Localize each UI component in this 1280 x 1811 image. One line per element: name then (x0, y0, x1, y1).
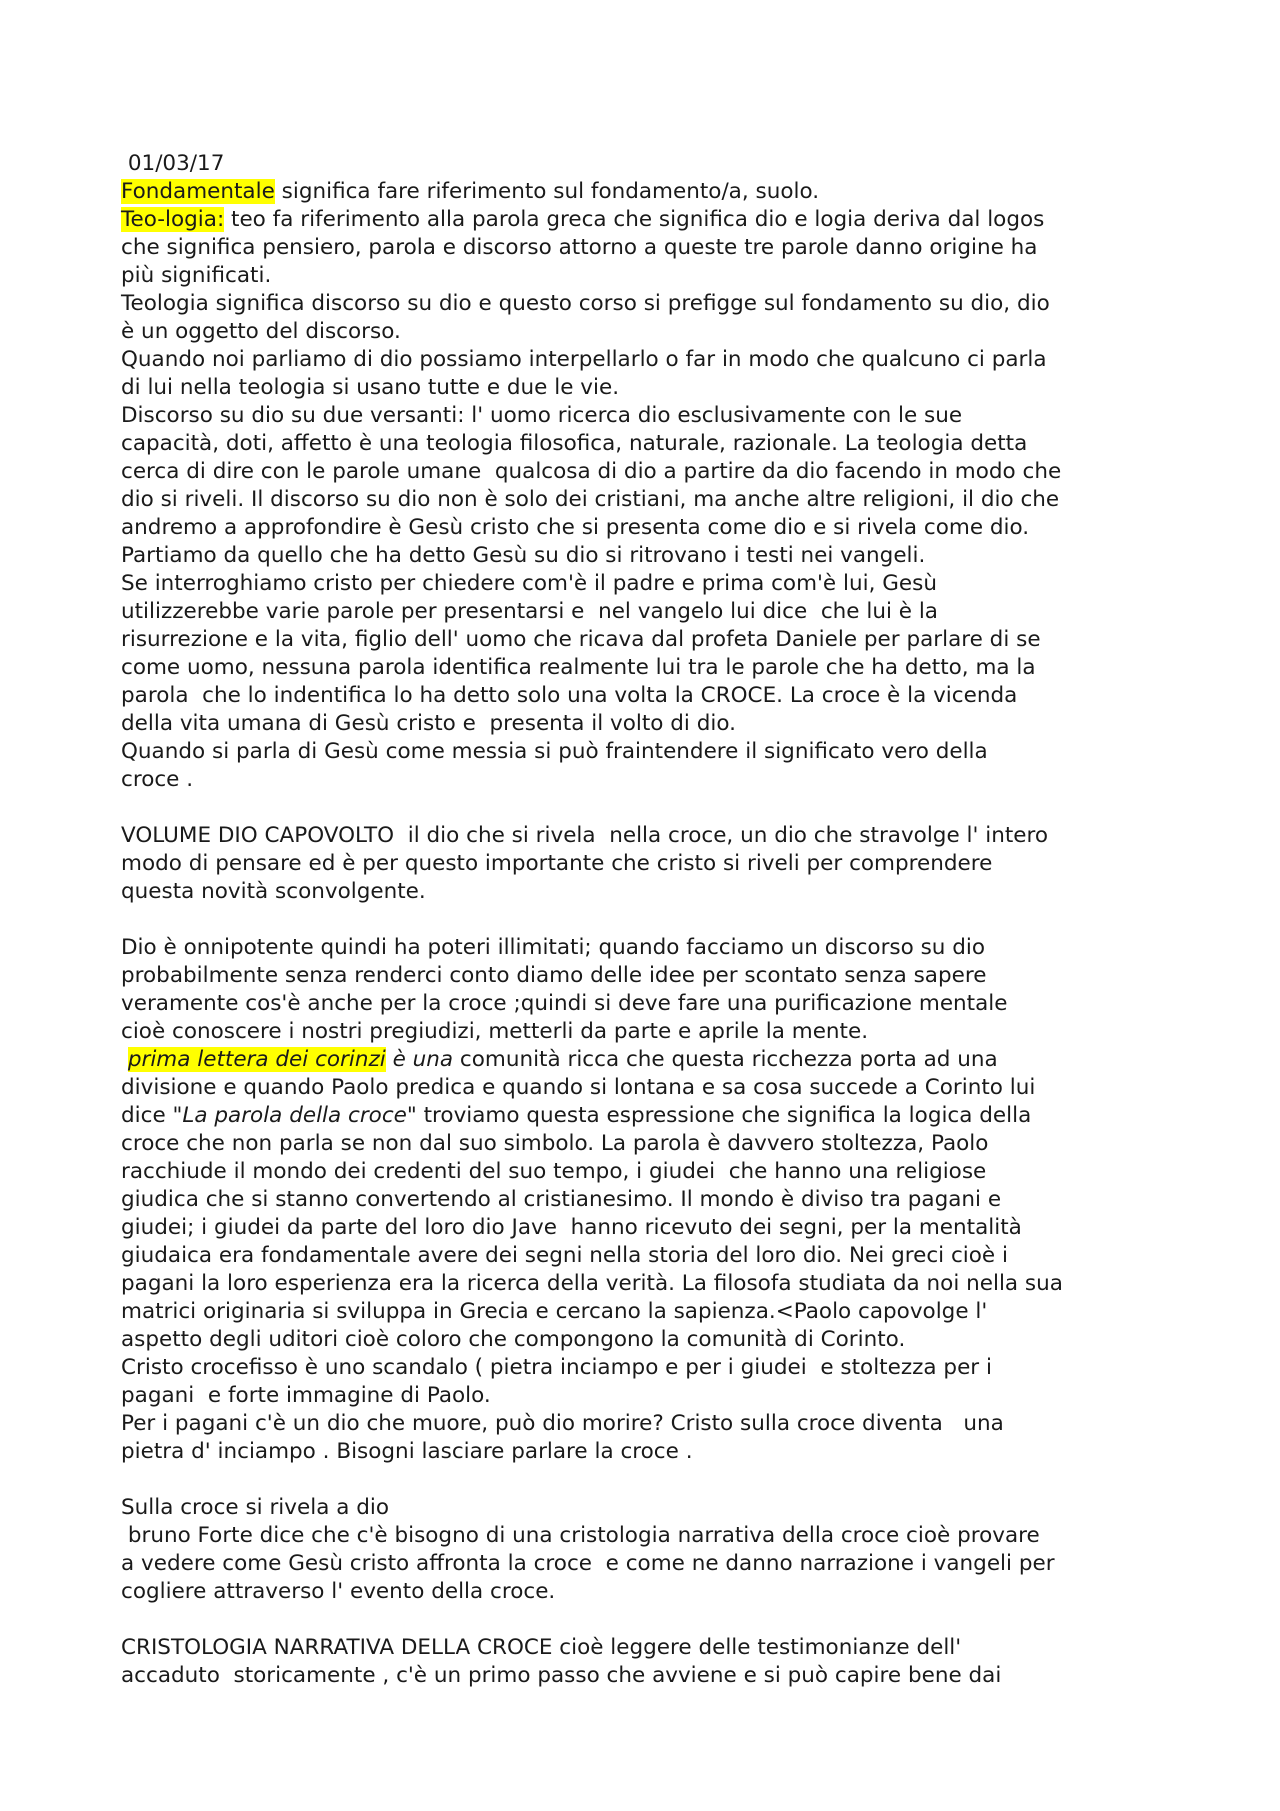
paragraph-line: di lui nella teologia si usano tutte e due le vie. (121, 375, 620, 400)
paragraph-line: croce . (121, 767, 194, 792)
text-run: teo fa riferimento alla parola greca che significa dio e logia deriva dal logos (224, 207, 1045, 232)
paragraph-line: matrici originaria si sviluppa in Grecia e cercano la sapienza.<Paolo capovolge l' (121, 1299, 988, 1324)
paragraph-line: probabilmente senza renderci conto diamo delle idee per scontato senza sapere (121, 963, 987, 988)
paragraph-line (121, 178, 1221, 206)
paragraph-line (121, 1102, 1221, 1130)
paragraph-line: giudei; i giudei da parte del loro dio Jave hanno ricevuto dei segni, per la mentalità (121, 1215, 1022, 1240)
paragraph-line: a vedere come Gesù cristo affronta la croce e come ne danno narrazione i vangeli per (121, 1551, 1055, 1576)
paragraph-line: parola che lo indentifica lo ha detto solo una volta la CROCE. La croce è la vicenda (121, 683, 1018, 708)
paragraph-line: pagani la loro esperienza era la ricerca della verità. La filosofa studiata da noi nella sua (121, 1271, 1063, 1296)
paragraph-line: capacità, doti, affetto è una teologia filosofica, naturale, razionale. La teologia detta (121, 431, 1028, 456)
paragraph-line: che significa pensiero, parola e discorso attorno a queste tre parole danno origine ha (121, 235, 1038, 260)
paragraph-line: è un oggetto del discorso. (121, 319, 401, 344)
paragraph-line: della vita umana di Gesù cristo e presenta il volto di dio. (121, 711, 736, 736)
paragraph-line: aspetto degli uditori cioè coloro che compongono la comunità di Corinto. (121, 1327, 906, 1352)
paragraph-line: come uomo, nessuna parola identifica realmente lui tra le parole che ha detto, ma la (121, 655, 1036, 680)
paragraph-line: divisione e quando Paolo predica e quando si lontana e sa cosa succede a Corinto lui (121, 1075, 1036, 1100)
paragraph-line: Quando si parla di Gesù come messia si può fraintendere il significato vero della (121, 739, 988, 764)
paragraph-line: risurrezione e la vita, figlio dell' uomo che ricava dal profeta Daniele per parlare di se (121, 627, 1041, 652)
paragraph-line: questa novità sconvolgente. (121, 879, 426, 904)
paragraph-line: Dio è onnipotente quindi ha poteri illimitati; quando facciamo un discorso su dio (121, 935, 986, 960)
paragraph-line: croce che non parla se non dal suo simbolo. La parola è davvero stoltezza, Paolo (121, 1131, 989, 1156)
paragraph-line: racchiude il mondo dei credenti del suo tempo, i giudei che hanno una religiose (121, 1159, 987, 1184)
paragraph-line: Teologia significa discorso su dio e questo corso si prefigge sul fondamento su dio, dio (121, 291, 1050, 316)
paragraph-line: Sulla croce si rivela a dio (121, 1495, 389, 1520)
paragraph-line: cogliere attraverso l' evento della croce. (121, 1579, 556, 1604)
highlighted-term: Teo-logia: (121, 207, 225, 232)
paragraph-line: giudica che si stanno convertendo al cristianesimo. Il mondo è diviso tra pagani e (121, 1187, 1002, 1212)
document-page (121, 150, 1221, 1690)
paragraph-line: CRISTOLOGIA NARRATIVA DELLA CROCE cioè leggere delle testimonianze dell' (121, 1635, 962, 1660)
blank-line (121, 1466, 1221, 1494)
text-run (121, 1047, 128, 1072)
paragraph-line: bruno Forte dice che c'è bisogno di una cristologia narrativa della croce cioè provare (121, 1523, 1040, 1548)
date-line: 01/03/17 (121, 151, 225, 176)
paragraph-line: più significati. (121, 263, 272, 288)
paragraph-line: pietra d' inciampo . Bisogni lasciare parlare la croce . (121, 1439, 693, 1464)
paragraph-line: Quando noi parliamo di dio possiamo interpellarlo o far in modo che qualcuno ci parla (121, 347, 1047, 372)
paragraph-line: Cristo crocefisso è uno scandalo ( pietra inciampo e per i giudei e stoltezza per i (121, 1355, 992, 1380)
paragraph-line: Discorso su dio su due versanti: l' uomo ricerca dio esclusivamente con le sue (121, 403, 963, 428)
text-run: comunità ricca che questa ricchezza porta ad una (453, 1047, 998, 1072)
paragraph-line: Partiamo da quello che ha detto Gesù su dio si ritrovano i testi nei vangeli. (121, 543, 926, 568)
text-run: significa fare riferimento sul fondamento/a, suolo. (274, 179, 820, 204)
blank-line (121, 794, 1221, 822)
italic-run: La parola della croce (182, 1103, 407, 1128)
paragraph-line: Se interroghiamo cristo per chiedere com'è il padre e prima com'è lui, Gesù (121, 571, 937, 596)
paragraph-line: cerca di dire con le parole umane qualcosa di dio a partire da dio facendo in modo che (121, 459, 1062, 484)
paragraph-line: andremo a approfondire è Gesù cristo che si presenta come dio e si rivela come dio. (121, 515, 1030, 540)
paragraph-line: dio si riveli. Il discorso su dio non è solo dei cristiani, ma anche altre religioni, il dio che (121, 487, 1060, 512)
paragraph-line: utilizzerebbe varie parole per presentarsi e nel vangelo lui dice che lui è la (121, 599, 938, 624)
paragraph-line: cioè conoscere i nostri pregiudizi, metterli da parte e aprile la mente. (121, 1019, 869, 1044)
italic-run: è una (385, 1047, 454, 1072)
blank-line (121, 906, 1221, 934)
paragraph-line (121, 1046, 1221, 1074)
highlighted-term: prima lettera dei corinzi (127, 1047, 386, 1072)
paragraph-line: Per i pagani c'è un dio che muore, può dio morire? Cristo sulla croce diventa una (121, 1411, 1004, 1436)
paragraph-line: pagani e forte immagine di Paolo. (121, 1383, 491, 1408)
paragraph-line: VOLUME DIO CAPOVOLTO il dio che si rivela nella croce, un dio che stravolge l' intero (121, 823, 1049, 848)
paragraph-line: accaduto storicamente , c'è un primo passo che avviene e si può capire bene dai (121, 1663, 1002, 1688)
paragraph-line: giudaica era fondamentale avere dei segni nella storia del loro dio. Nei greci cioè i (121, 1243, 1008, 1268)
paragraph-line: modo di pensare ed è per questo importante che cristo si riveli per comprendere (121, 851, 993, 876)
paragraph-line (121, 206, 1221, 234)
blank-line (121, 1606, 1221, 1634)
paragraph-line: veramente cos'è anche per la croce ;quindi si deve fare una purificazione mentale (121, 991, 1008, 1016)
text-run: dice " (121, 1103, 183, 1128)
highlighted-term: Fondamentale (121, 179, 275, 204)
text-run: " troviamo questa espressione che significa la logica della (406, 1103, 1032, 1128)
